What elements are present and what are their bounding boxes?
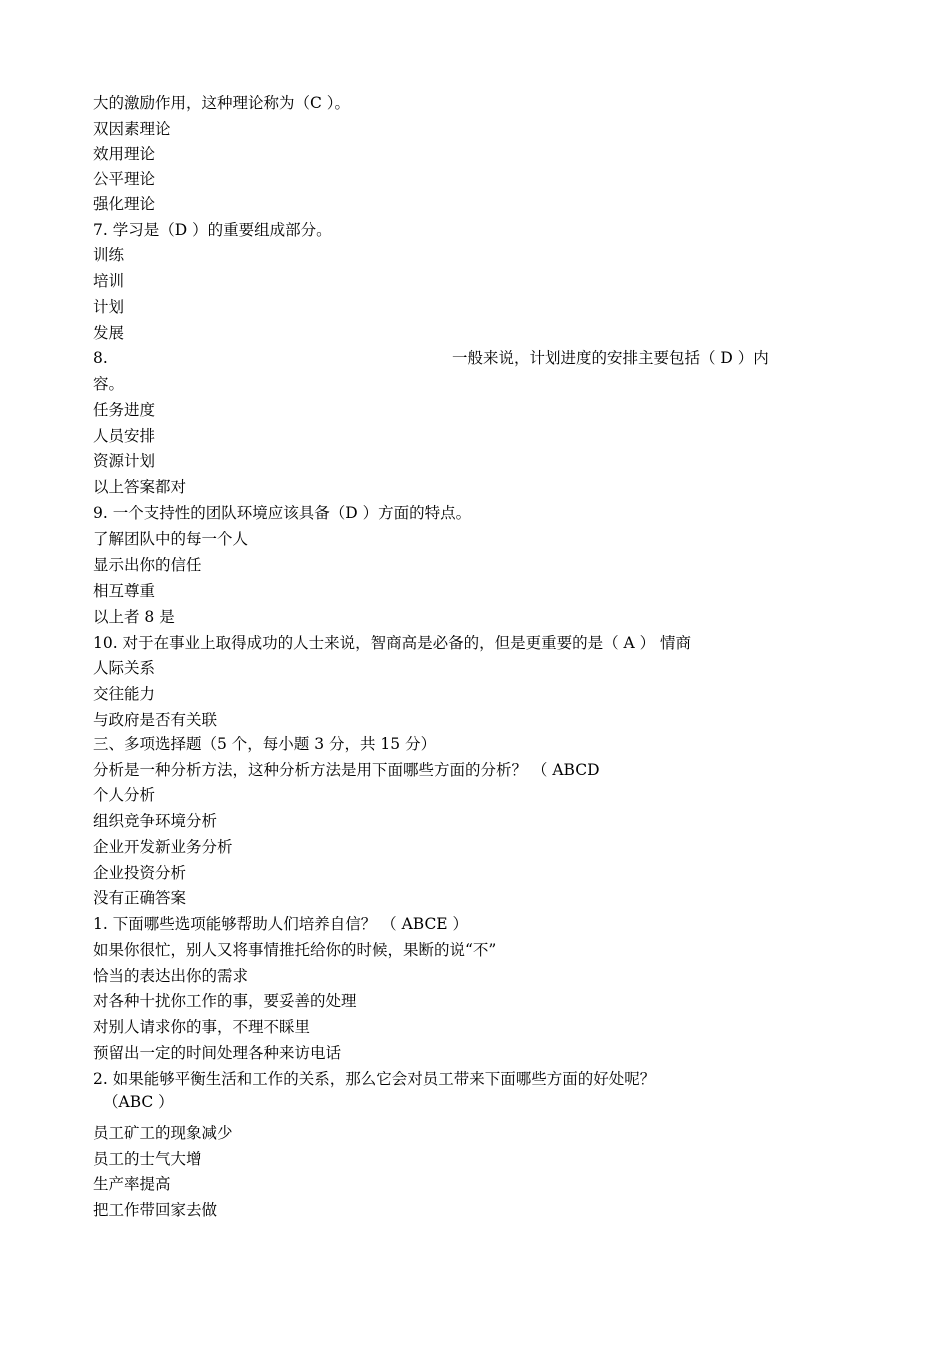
text-line: 大的激励作用，这种理论称为（C ）。 [93, 94, 351, 112]
question-line: 一般来说，计划进度的安排主要包括（ D ）内 [452, 349, 769, 367]
question-line: 分析是一种分析方法，这种分析方法是用下面哪些方面的分析？ （ ABCD [93, 761, 600, 779]
option-line: 与政府是否有关联 [93, 711, 218, 729]
option-line: 双因素理论 [93, 120, 171, 138]
option-line: 恰当的表达出你的需求 [93, 967, 249, 985]
option-line: 培训 [93, 272, 125, 290]
question-line: 1. 下面哪些选项能够帮助人们培养自信？ （ ABCE ） [93, 915, 469, 933]
option-line: 员工的士气大增 [93, 1150, 202, 1168]
question-line: 2. 如果能够平衡生活和工作的关系，那么它会对员工带来下面哪些方面的好处呢？ [93, 1070, 656, 1088]
option-line: 对各种十扰你工作的事，要妥善的处理 [93, 992, 357, 1010]
option-line: 生产率提高 [93, 1175, 171, 1193]
option-line: 没有正确答案 [93, 889, 187, 907]
option-line: 把工作带回家去做 [93, 1201, 218, 1219]
option-line: 人际关系 [93, 659, 156, 677]
option-line: 任务进度 [93, 401, 156, 419]
option-line: 预留出一定的时间处理各种来访电话 [93, 1044, 342, 1062]
option-line: 以上答案都对 [93, 478, 187, 496]
option-line: 以上者 8 是 [93, 608, 175, 626]
option-line: 组织竞争环境分析 [93, 812, 218, 830]
option-line: 对别人请求你的事，不理不睬里 [93, 1018, 311, 1036]
option-line: 员工矿工的现象减少 [93, 1124, 233, 1142]
question-line: 7. 学习是（D ）的重要组成部分。 [93, 221, 332, 239]
question-line: 10. 对于在事业上取得成功的人士来说，智商高是必备的，但是更重要的是（ A ） 情商 [93, 634, 692, 652]
text-line: 容。 [93, 375, 125, 393]
option-line: 强化理论 [93, 195, 156, 213]
option-line: 交往能力 [93, 685, 156, 703]
answer-line: （ABC ） [103, 1093, 174, 1111]
option-line: 人员安排 [93, 427, 156, 445]
option-line: 效用理论 [93, 145, 156, 163]
option-line: 企业开发新业务分析 [93, 838, 233, 856]
option-line: 计划 [93, 298, 125, 316]
option-line: 如果你很忙，别人又将事情推托给你的时候，果断的说“不” [93, 941, 497, 959]
option-line: 相互尊重 [93, 582, 156, 600]
question-line: 9. 一个支持性的团队环境应该具备（D ）方面的特点。 [93, 504, 472, 522]
option-line: 个人分析 [93, 786, 156, 804]
section-heading: 三、多项选择题（5 个，每小题 3 分，共 15 分） [93, 735, 437, 753]
option-line: 了解团队中的每一个人 [93, 530, 249, 548]
option-line: 企业投资分析 [93, 864, 187, 882]
option-line: 训练 [93, 246, 125, 264]
option-line: 资源计划 [93, 452, 156, 470]
option-line: 公平理论 [93, 170, 156, 188]
question-number: 8. [93, 349, 108, 367]
option-line: 显示出你的信任 [93, 556, 202, 574]
option-line: 发展 [93, 324, 125, 342]
